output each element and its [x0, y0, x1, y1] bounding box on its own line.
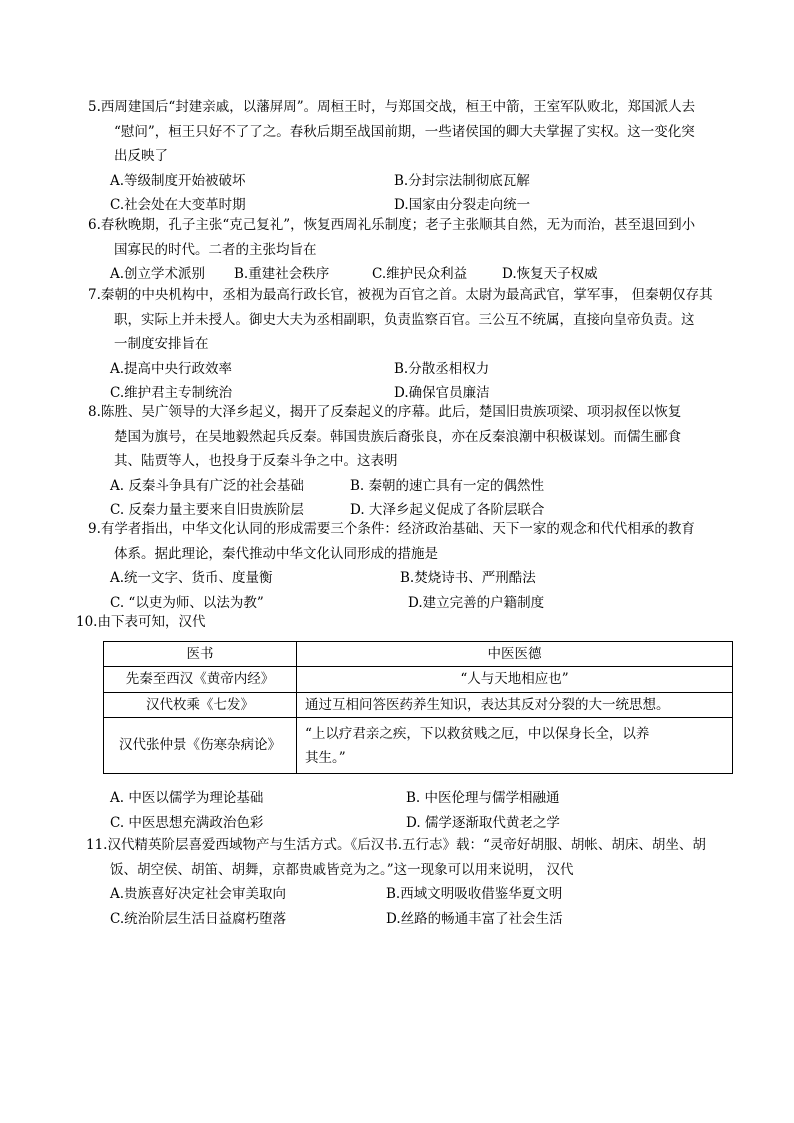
q8-option-d[interactable]: D. 大泽乡起义促成了各阶层联合 [350, 502, 545, 518]
q11-option-d[interactable]: D.丝路的畅通丰富了社会生活 [386, 910, 563, 927]
q7-stem-line1: 7.秦朝的中央机构中，丞相为最高行政长官，被视为百官之首。太尉为最高武官，掌军事， 但秦朝仅存其 [88, 287, 713, 303]
table-cell: “人与天地相应也” [297, 667, 733, 693]
q5-stem-line3: 出反映了 [114, 148, 168, 164]
q9-option-a[interactable]: A.统一文字、货币、度量衡 [110, 570, 273, 586]
q10-stem-line1: 10.由下表可知，汉代 [76, 614, 206, 630]
q10-option-c[interactable]: C. 中医思想充满政治色彩 [110, 814, 264, 831]
q6-stem-line2: 国寡民的时代。二者的主张均旨在 [114, 241, 317, 258]
q8-stem-line3: 其、陆贾等人，也投身于反秦斗争之中。这表明 [114, 453, 398, 469]
table-cell-line1: “上以疗君亲之疾，下以救贫贱之厄，中以保身长全，以养 [305, 725, 650, 742]
q9-stem-line2: 体系。据此理论，秦代推动中华文化认同形成的措施是 [114, 545, 438, 562]
table-cell: 汉代枚乘《七发》 [104, 692, 297, 718]
q11-stem-line1: 11.汉代精英阶层喜爱西域物产与生活方式。《后汉书.五行志》载：“灵帝好胡服、胡帐、胡床、胡坐、胡 [86, 837, 706, 853]
table-header-cell: 医书 [104, 641, 297, 667]
table-cell: 汉代张仲景《伤寒杂病论》 [104, 718, 297, 774]
q7-stem-line2: 职，实际上并未授人。御史大夫为丞相副职，负责监察百官。三公互不统属，直接向皇帝负责。这 [114, 311, 695, 328]
q9-stem-line1: 9.有学者指出，中华文化认同的形成需要三个条件：经济政治基础、天下一家的观念和代代相承的教育 [88, 521, 695, 537]
q10-option-a[interactable]: A. 中医以儒学为理论基础 [110, 790, 264, 806]
question-8 [88, 400, 728, 523]
q6-option-a[interactable]: A.创立学术派别 [110, 266, 206, 282]
q6-option-c[interactable]: C.维护民众利益 [372, 266, 468, 282]
q5-stem-line2: “慰问”，桓王只好不了了之。春秋后期至战国前期，一些诸侯国的卿大夫掌握了实权。这一变化突 [114, 123, 695, 140]
q7-option-c[interactable]: C.维护君主专制统治 [110, 385, 233, 401]
q11-option-c[interactable]: C.统治阶层生活日益腐朽堕落 [110, 910, 287, 927]
question-5 [88, 95, 728, 218]
q7-option-d[interactable]: D.确保官员廉洁 [394, 385, 490, 401]
table-cell: 先秦至西汉《黄帝内经》 [104, 667, 297, 693]
table-cell-line2: 其生。” [305, 749, 346, 766]
q5-option-d[interactable]: D.国家由分裂走向统一 [394, 197, 531, 213]
q5-stem-line1: 5.西周建国后“封建亲戚，以藩屏周”。周桓王时，与郑国交战，桓王中箭，王室军队败北，郑国派人去 [88, 99, 696, 115]
q8-stem-line2: 楚国为旗号，在吴地毅然起兵反秦。韩国贵族后裔张良，亦在反秦浪潮中积极谋划。而儒生郦食 [114, 428, 681, 445]
q10-option-d[interactable]: D. 儒学逐渐取代黄老之学 [406, 814, 560, 831]
q5-option-c[interactable]: C.社会处在大变革时期 [110, 197, 246, 213]
q8-option-a[interactable]: A. 反秦斗争具有广泛的社会基础 [110, 477, 304, 494]
q9-option-d[interactable]: D.建立完善的户籍制度 [408, 594, 545, 611]
question-11 [86, 833, 736, 931]
question-7 [88, 283, 728, 406]
question-6 [88, 213, 728, 287]
table-row [104, 718, 733, 774]
table-header-row [104, 641, 733, 667]
q7-option-a[interactable]: A.提高中央行政效率 [110, 360, 233, 377]
q6-option-b[interactable]: B.重建社会秩序 [234, 266, 330, 282]
q11-stem-line2: 饭、胡空侯、胡笛、胡舞，京都贵戚皆竞为之。”这一现象可以用来说明， 汉代 [110, 861, 574, 878]
q11-option-a[interactable]: A.贵族喜好决定社会审美取向 [110, 886, 287, 902]
table-header-cell: 中医医德 [297, 641, 733, 667]
q10-option-b[interactable]: B. 中医伦理与儒学相融通 [406, 790, 560, 806]
table-cell [297, 718, 733, 774]
q9-option-b[interactable]: B.焚烧诗书、严刑酷法 [400, 570, 536, 586]
q7-stem-line3: 一制度安排旨在 [114, 336, 209, 352]
table-row [104, 692, 733, 718]
q5-option-b[interactable]: B.分封宗法制彻底瓦解 [394, 172, 530, 189]
table-row [104, 667, 733, 693]
q11-option-b[interactable]: B.西域文明吸收借鉴华夏文明 [386, 886, 563, 902]
question-9 [88, 517, 728, 615]
question-10 [76, 610, 736, 835]
q8-option-b[interactable]: B. 秦朝的速亡具有一定的偶然性 [350, 477, 545, 494]
q5-option-a[interactable]: A.等级制度开始被破坏 [110, 172, 246, 189]
q7-option-b[interactable]: B.分散丞相权力 [394, 360, 490, 377]
q9-option-c[interactable]: C. “以吏为师、以法为教” [110, 594, 264, 611]
q8-option-c[interactable]: C. 反秦力量主要来自旧贵族阶层 [110, 502, 304, 518]
q6-stem-line1: 6.春秋晚期，孔子主张“克己复礼”，恢复西周礼乐制度；老子主张顺其自然，无为而治，甚至退回到小 [88, 217, 696, 233]
q10-table [103, 641, 733, 775]
q8-stem-line1: 8.陈胜、吴广领导的大泽乡起义，揭开了反秦起义的序幕。此后，楚国旧贵族项梁、项羽叔侄以恢复 [88, 404, 682, 420]
q6-option-d[interactable]: D.恢复天子权威 [502, 266, 598, 282]
table-cell: 通过互相问答医药养生知识，表达其反对分裂的大一统思想。 [297, 692, 733, 718]
